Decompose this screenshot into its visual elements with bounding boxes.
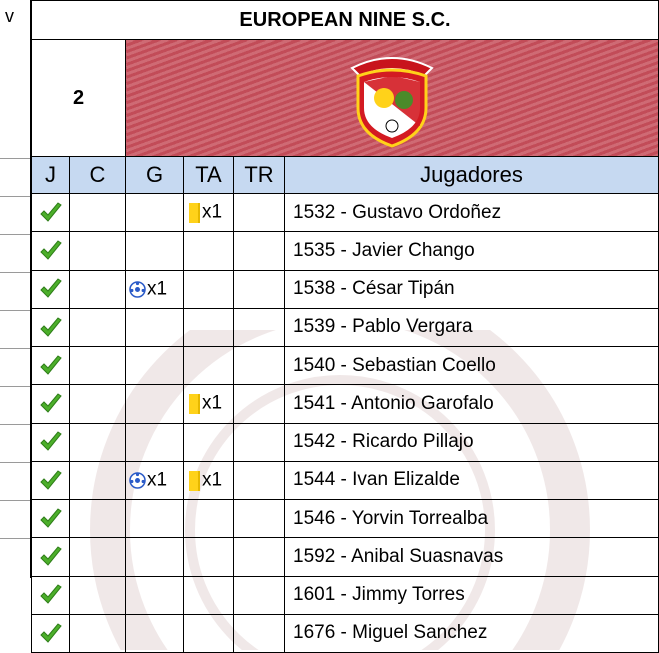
table-row (32, 423, 659, 461)
red-cards-cell (234, 232, 285, 270)
played-cell (32, 385, 70, 423)
column-header-ta: TA (184, 156, 234, 193)
player-name: 1540 - Sebastian Coello (285, 347, 659, 385)
played-cell (32, 576, 70, 614)
c-cell (70, 538, 126, 576)
player-name: 1676 - Miguel Sanchez (285, 614, 659, 652)
c-cell (70, 308, 126, 346)
column-header-g: G (126, 156, 184, 193)
played-check-icon (39, 393, 63, 415)
played-cell (32, 347, 70, 385)
yellow-cards-cell (184, 385, 234, 423)
played-check-icon (39, 278, 63, 300)
red-cards-cell (234, 308, 285, 346)
yellow-cards-cell (184, 194, 234, 232)
goals-cell (126, 538, 184, 576)
table-row (32, 194, 659, 232)
yellow-cards-cell (184, 461, 234, 499)
c-cell (70, 270, 126, 308)
played-cell (32, 423, 70, 461)
c-cell (70, 423, 126, 461)
goals-cell (126, 423, 184, 461)
team-logo-icon (344, 46, 440, 150)
goals-cell (126, 385, 184, 423)
team-number: 2 (32, 40, 126, 157)
played-check-icon (39, 623, 63, 645)
red-cards-cell (234, 576, 285, 614)
red-cards-cell (234, 500, 285, 538)
goals-count: x1 (147, 469, 168, 491)
yellow-card-icon (189, 203, 200, 223)
played-cell (32, 308, 70, 346)
played-check-icon (39, 584, 63, 606)
goals-cell (126, 194, 184, 232)
played-check-icon (39, 470, 63, 492)
red-cards-cell (234, 270, 285, 308)
c-cell (70, 232, 126, 270)
goals-cell (126, 308, 184, 346)
table-row (32, 308, 659, 346)
played-check-icon (39, 431, 63, 453)
team-roster-table (31, 0, 659, 653)
played-cell (32, 500, 70, 538)
yellow-card-count: x1 (202, 202, 223, 223)
goals-cell (126, 347, 184, 385)
player-name: 1538 - César Tipán (285, 270, 659, 308)
goals-cell (126, 270, 184, 308)
left-column-label: v (5, 6, 14, 26)
goals-cell (126, 500, 184, 538)
team-banner (126, 40, 659, 157)
player-name: 1541 - Antonio Garofalo (285, 385, 659, 423)
played-cell (32, 614, 70, 652)
played-check-icon (39, 317, 63, 339)
player-name: 1544 - Ivan Elizalde (285, 461, 659, 499)
player-name: 1546 - Yorvin Torrealba (285, 500, 659, 538)
yellow-card-count: x1 (202, 393, 223, 415)
goals-cell (126, 461, 184, 499)
goals-cell (126, 232, 184, 270)
player-name: 1539 - Pablo Vergara (285, 308, 659, 346)
table-row (32, 270, 659, 308)
played-cell (32, 232, 70, 270)
c-cell (70, 385, 126, 423)
c-cell (70, 347, 126, 385)
goal-ball-icon (129, 472, 146, 489)
table-row (32, 614, 659, 652)
yellow-cards-cell (184, 347, 234, 385)
played-cell (32, 461, 70, 499)
table-row (32, 461, 659, 499)
red-cards-cell (234, 423, 285, 461)
player-name: 1601 - Jimmy Torres (285, 576, 659, 614)
played-cell (32, 538, 70, 576)
player-name: 1532 - Gustavo Ordoñez (285, 194, 659, 232)
column-header-players: Jugadores (285, 156, 659, 193)
c-cell (70, 500, 126, 538)
red-cards-cell (234, 538, 285, 576)
played-check-icon (39, 240, 63, 262)
yellow-cards-cell (184, 576, 234, 614)
played-check-icon (39, 202, 63, 224)
red-cards-cell (234, 461, 285, 499)
table-row (32, 576, 659, 614)
yellow-cards-cell (184, 232, 234, 270)
table-row (32, 538, 659, 576)
red-cards-cell (234, 614, 285, 652)
table-row (32, 385, 659, 423)
table-row (32, 347, 659, 385)
goals-count: x1 (147, 278, 168, 300)
c-cell (70, 461, 126, 499)
table-row (32, 232, 659, 270)
player-name: 1535 - Javier Chango (285, 232, 659, 270)
yellow-cards-cell (184, 308, 234, 346)
red-cards-cell (234, 194, 285, 232)
team-name: EUROPEAN NINE S.C. (32, 1, 659, 40)
player-name: 1542 - Ricardo Pillajo (285, 423, 659, 461)
played-cell (32, 270, 70, 308)
yellow-card-icon (189, 394, 200, 414)
goals-cell (126, 576, 184, 614)
goals-cell (126, 614, 184, 652)
played-cell (32, 194, 70, 232)
column-header-c: C (70, 156, 126, 193)
player-name: 1592 - Anibal Suasnavas (285, 538, 659, 576)
red-cards-cell (234, 347, 285, 385)
played-check-icon (39, 355, 63, 377)
played-check-icon (39, 546, 63, 568)
yellow-card-icon (189, 471, 200, 491)
table-row (32, 500, 659, 538)
played-check-icon (39, 508, 63, 530)
c-cell (70, 194, 126, 232)
yellow-cards-cell (184, 423, 234, 461)
yellow-card-count: x1 (202, 469, 223, 491)
red-cards-cell (234, 385, 285, 423)
left-clipped-column (0, 0, 31, 578)
goal-ball-icon (129, 281, 146, 298)
column-header-j: J (32, 156, 70, 193)
yellow-cards-cell (184, 500, 234, 538)
yellow-cards-cell (184, 270, 234, 308)
column-header-tr: TR (234, 156, 285, 193)
yellow-cards-cell (184, 614, 234, 652)
yellow-cards-cell (184, 538, 234, 576)
c-cell (70, 576, 126, 614)
c-cell (70, 614, 126, 652)
